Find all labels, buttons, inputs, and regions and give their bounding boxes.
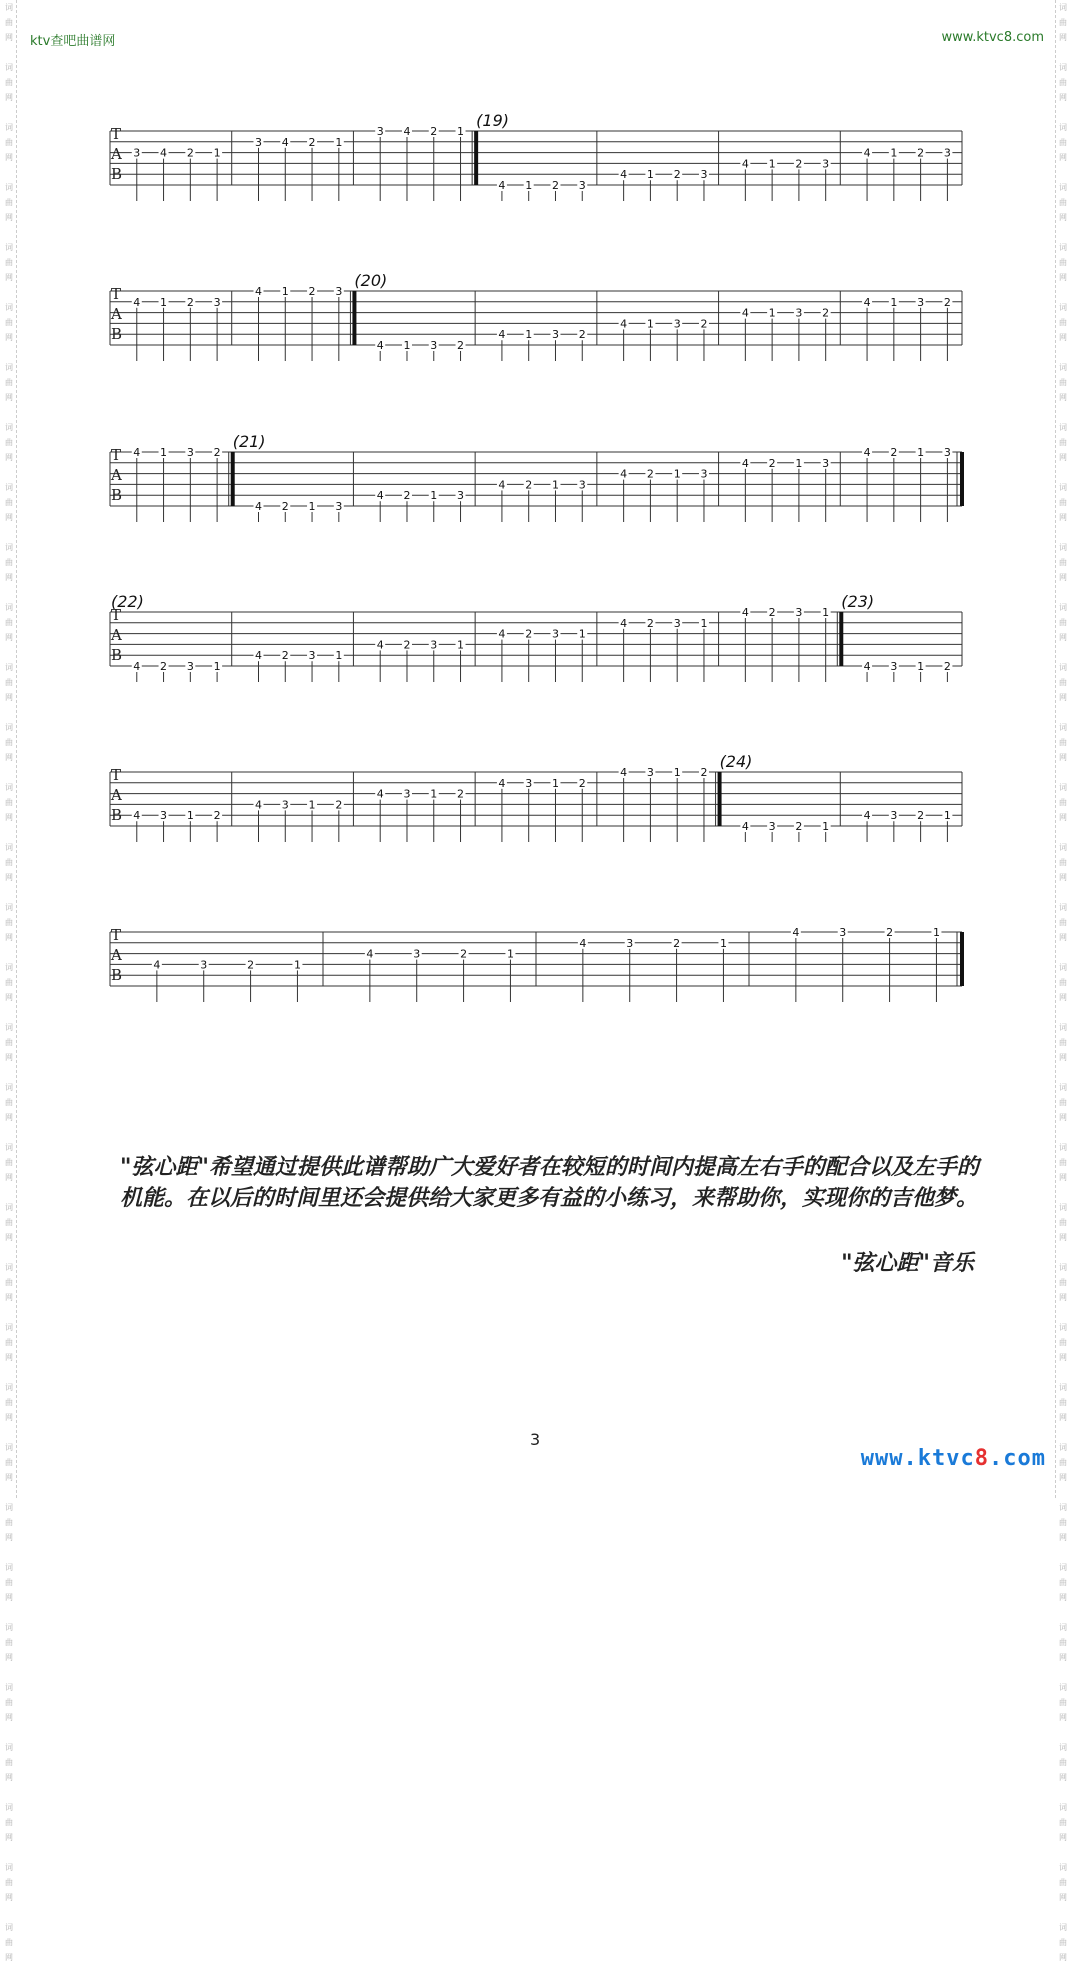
fret-number: 1 bbox=[335, 135, 343, 149]
fret-number: 3 bbox=[160, 809, 168, 823]
fret-number: 3 bbox=[133, 146, 141, 160]
fret-number: 4 bbox=[863, 809, 871, 823]
fret-number: 2 bbox=[886, 926, 894, 939]
fret-number: 1 bbox=[506, 947, 514, 961]
fret-number: 4 bbox=[281, 135, 289, 149]
fret-number: 3 bbox=[186, 446, 194, 459]
fret-number: 3 bbox=[551, 328, 559, 342]
fret-number: 3 bbox=[186, 660, 194, 673]
fret-number: 4 bbox=[376, 787, 384, 801]
fret-number: 3 bbox=[673, 616, 681, 630]
fret-number: 3 bbox=[700, 168, 708, 182]
fret-number: 3 bbox=[822, 157, 830, 171]
fret-number: 3 bbox=[403, 787, 411, 801]
fret-number: 2 bbox=[768, 606, 776, 619]
tab-clef-letter: B bbox=[111, 806, 123, 824]
fret-number: 2 bbox=[403, 489, 411, 503]
section-number: (20) bbox=[354, 271, 388, 290]
closing-note: "弦心距"希望通过提供此谱帮助广大爱好者在较短的时间内提高左右手的配合以及左手的机能。在以后的时间里还会提供给大家更多有益的小练习，来帮助你，实现你的吉他梦。 bbox=[120, 1154, 979, 1211]
fret-number: 2 bbox=[646, 616, 654, 630]
fret-number: 1 bbox=[293, 958, 301, 972]
fret-number: 4 bbox=[153, 958, 161, 972]
fret-number: 2 bbox=[890, 446, 898, 459]
fret-number: 1 bbox=[213, 146, 221, 160]
fret-number: 3 bbox=[335, 285, 343, 298]
fret-number: 3 bbox=[281, 798, 289, 812]
fret-number: 4 bbox=[254, 500, 262, 513]
site-name[interactable]: ktv查吧曲谱网 bbox=[30, 34, 116, 49]
fret-number: 1 bbox=[457, 638, 465, 652]
fret-number: 2 bbox=[943, 660, 951, 673]
fret-number: 3 bbox=[700, 467, 708, 481]
fret-number: 1 bbox=[160, 446, 168, 459]
fret-number: 4 bbox=[376, 339, 384, 352]
fret-number: 4 bbox=[863, 146, 871, 160]
fret-number: 1 bbox=[822, 606, 830, 619]
fret-number: 2 bbox=[457, 787, 465, 801]
fret-number: 3 bbox=[943, 146, 951, 160]
fret-number: 4 bbox=[254, 285, 262, 298]
fret-number: 2 bbox=[917, 146, 925, 160]
fret-number: 3 bbox=[795, 606, 803, 619]
tab-clef-letter: B bbox=[111, 966, 123, 984]
fret-number: 2 bbox=[308, 285, 316, 298]
fret-number: 3 bbox=[822, 456, 830, 470]
fret-number: 1 bbox=[525, 179, 533, 192]
fret-number: 2 bbox=[551, 179, 559, 192]
fret-number: 4 bbox=[620, 168, 628, 182]
fret-number: 4 bbox=[376, 638, 384, 652]
fret-number: 4 bbox=[863, 660, 871, 673]
fret-number: 1 bbox=[917, 660, 925, 673]
fret-number: 1 bbox=[430, 489, 438, 503]
fret-number: 1 bbox=[646, 168, 654, 182]
fret-number: 2 bbox=[795, 157, 803, 171]
tab-clef-letter: T bbox=[111, 766, 122, 784]
tab-clef-letter: T bbox=[111, 446, 122, 464]
tab-clef-letter: A bbox=[111, 466, 122, 484]
fret-number: 3 bbox=[890, 660, 898, 673]
tab-clef-letter: A bbox=[111, 946, 122, 964]
fret-number: 1 bbox=[700, 616, 708, 630]
fret-number: 1 bbox=[186, 809, 194, 823]
fret-number: 4 bbox=[579, 936, 587, 950]
fret-number: 1 bbox=[308, 798, 316, 812]
fret-number: 4 bbox=[741, 157, 749, 171]
footer-logo-accent: 8 bbox=[974, 1446, 990, 1471]
fret-number: 1 bbox=[890, 295, 898, 309]
fret-number: 3 bbox=[213, 295, 221, 309]
tab-clef-letter: B bbox=[111, 646, 123, 664]
section-number: (23) bbox=[841, 592, 875, 611]
fret-number: 1 bbox=[213, 660, 221, 673]
fret-number: 2 bbox=[186, 146, 194, 160]
fret-number: 1 bbox=[551, 478, 559, 492]
fret-number: 2 bbox=[213, 446, 221, 459]
fret-number: 2 bbox=[525, 627, 533, 641]
fret-number: 2 bbox=[525, 478, 533, 492]
tab-clef-letter: A bbox=[111, 786, 122, 804]
fret-number: 2 bbox=[943, 295, 951, 309]
tab-clef-letter: T bbox=[111, 125, 122, 143]
footer-logo[interactable] bbox=[861, 1446, 1046, 1471]
fret-number: 4 bbox=[160, 146, 168, 160]
fret-number: 3 bbox=[890, 809, 898, 823]
fret-number: 4 bbox=[620, 467, 628, 481]
fret-number: 1 bbox=[646, 317, 654, 331]
fret-number: 2 bbox=[186, 295, 194, 309]
fret-number: 4 bbox=[133, 660, 141, 673]
fret-number: 4 bbox=[498, 179, 506, 192]
fret-number: 4 bbox=[133, 809, 141, 823]
fret-number: 3 bbox=[430, 638, 438, 652]
fret-number: 3 bbox=[308, 649, 316, 663]
fret-number: 1 bbox=[551, 776, 559, 790]
tab-clef-letter: T bbox=[111, 606, 122, 624]
watermark-left: 词 曲 网 词 曲 网 词 曲 网 词 曲 网 词 曲 网 词 曲 网 词 曲 网 词 曲 网 词 曲 网 词 曲 网 词 曲 网 词 曲 网 词 曲 网 词 曲 网 词 曲 网 词 曲 网 词 曲 网 词 曲 网 词 曲 网 词 曲 网 词 曲 网 词 曲 网 词 曲 网 词 曲 网 词 曲 网 词 曲 网 词 曲 网 词 曲 网 词 曲 网 词 曲 网 词 曲 网 词 曲 网 词 曲 网 bbox=[2, 0, 17, 1498]
fret-number: 1 bbox=[335, 649, 343, 663]
fret-number: 4 bbox=[863, 295, 871, 309]
fret-number: 3 bbox=[646, 766, 654, 779]
fret-number: 4 bbox=[403, 125, 411, 138]
tab-clef-letter: A bbox=[111, 305, 122, 323]
fret-number: 3 bbox=[551, 627, 559, 641]
section-number: (24) bbox=[719, 752, 753, 771]
fret-number: 1 bbox=[160, 295, 168, 309]
fret-number: 1 bbox=[430, 787, 438, 801]
fret-number: 3 bbox=[200, 958, 208, 972]
footer-logo-main: www.ktvc bbox=[860, 1446, 975, 1471]
fret-number: 2 bbox=[430, 125, 438, 138]
fret-number: 1 bbox=[281, 285, 289, 298]
fret-number: 3 bbox=[525, 776, 533, 790]
fret-number: 2 bbox=[700, 766, 708, 779]
fret-number: 1 bbox=[768, 157, 776, 171]
fret-number: 3 bbox=[376, 125, 384, 138]
signature: "弦心距"音乐 bbox=[841, 1250, 974, 1276]
fret-number: 2 bbox=[460, 947, 468, 961]
fret-number: 1 bbox=[673, 766, 681, 779]
fret-number: 4 bbox=[133, 295, 141, 309]
fret-number: 3 bbox=[578, 478, 586, 492]
fret-number: 3 bbox=[795, 306, 803, 320]
fret-number: 3 bbox=[839, 926, 847, 939]
fret-number: 3 bbox=[768, 820, 776, 833]
fret-number: 1 bbox=[932, 926, 940, 939]
tab-clef-letter: T bbox=[111, 926, 122, 944]
fret-number: 1 bbox=[673, 467, 681, 481]
tab-clef-letter: B bbox=[111, 325, 123, 343]
fret-number: 1 bbox=[768, 306, 776, 320]
fret-number: 4 bbox=[376, 489, 384, 503]
fret-number: 1 bbox=[457, 125, 465, 138]
fret-number: 2 bbox=[578, 328, 586, 342]
fret-number: 1 bbox=[890, 146, 898, 160]
fret-number: 2 bbox=[247, 958, 255, 972]
fret-number: 4 bbox=[133, 446, 141, 459]
fret-number: 4 bbox=[792, 926, 800, 939]
fret-number: 4 bbox=[863, 446, 871, 459]
fret-number: 3 bbox=[430, 339, 438, 352]
fret-number: 3 bbox=[254, 135, 262, 149]
fret-number: 2 bbox=[457, 339, 465, 352]
fret-number: 2 bbox=[281, 649, 289, 663]
fret-number: 1 bbox=[795, 456, 803, 470]
tab-clef-letter: A bbox=[111, 626, 122, 644]
fret-number: 4 bbox=[498, 478, 506, 492]
fret-number: 4 bbox=[254, 649, 262, 663]
fret-number: 4 bbox=[498, 328, 506, 342]
fret-number: 3 bbox=[917, 295, 925, 309]
section-number: (21) bbox=[232, 432, 266, 451]
fret-number: 4 bbox=[741, 606, 749, 619]
fret-number: 4 bbox=[254, 798, 262, 812]
fret-number: 1 bbox=[525, 328, 533, 342]
fret-number: 2 bbox=[160, 660, 168, 673]
section-number: (19) bbox=[476, 111, 509, 130]
fret-number: 4 bbox=[741, 306, 749, 320]
fret-number: 3 bbox=[943, 446, 951, 459]
watermark-right: 词 曲 网 词 曲 网 词 曲 网 词 曲 网 词 曲 网 词 曲 网 词 曲 网 词 曲 网 词 曲 网 词 曲 网 词 曲 网 词 曲 网 词 曲 网 词 曲 网 词 曲 网 词 曲 网 词 曲 网 词 曲 网 词 曲 网 词 曲 网 词 曲 网 词 曲 网 词 曲 网 词 曲 网 词 曲 网 词 曲 网 词 曲 网 词 曲 网 词 曲 网 词 曲 网 词 曲 网 词 曲 网 词 曲 网 bbox=[1055, 0, 1070, 1498]
fret-number: 2 bbox=[213, 809, 221, 823]
fret-number: 2 bbox=[403, 638, 411, 652]
fret-number: 2 bbox=[281, 500, 289, 513]
fret-number: 2 bbox=[646, 467, 654, 481]
fret-number: 3 bbox=[413, 947, 421, 961]
fret-number: 1 bbox=[917, 446, 925, 459]
fret-number: 3 bbox=[335, 500, 343, 513]
fret-number: 1 bbox=[822, 820, 830, 833]
fret-number: 2 bbox=[822, 306, 830, 320]
fret-number: 2 bbox=[673, 168, 681, 182]
fret-number: 3 bbox=[626, 936, 634, 950]
footer-logo-end: .com bbox=[989, 1446, 1046, 1471]
fret-number: 4 bbox=[620, 766, 628, 779]
fret-number: 3 bbox=[578, 179, 586, 192]
fret-number: 2 bbox=[578, 776, 586, 790]
fret-number: 4 bbox=[741, 820, 749, 833]
fret-number: 4 bbox=[498, 627, 506, 641]
fret-number: 1 bbox=[308, 500, 316, 513]
tab-clef-letter: B bbox=[111, 165, 123, 183]
fret-number: 4 bbox=[366, 947, 374, 961]
fret-number: 2 bbox=[335, 798, 343, 812]
fret-number: 1 bbox=[578, 627, 586, 641]
fret-number: 2 bbox=[795, 820, 803, 833]
fret-number: 2 bbox=[700, 317, 708, 331]
fret-number: 4 bbox=[620, 317, 628, 331]
fret-number: 1 bbox=[403, 339, 411, 352]
section-number: (22) bbox=[111, 592, 144, 611]
fret-number: 4 bbox=[620, 616, 628, 630]
fret-number: 1 bbox=[719, 936, 727, 950]
fret-number: 3 bbox=[673, 317, 681, 331]
fret-number: 2 bbox=[673, 936, 681, 950]
fret-number: 4 bbox=[741, 456, 749, 470]
page-number: 3 bbox=[530, 1430, 541, 1449]
tab-clef-letter: B bbox=[111, 486, 123, 504]
tab-clef-letter: T bbox=[111, 285, 122, 303]
fret-number: 1 bbox=[943, 809, 951, 823]
tab-clef-letter: A bbox=[111, 145, 122, 163]
fret-number: 2 bbox=[917, 809, 925, 823]
fret-number: 4 bbox=[498, 776, 506, 790]
site-url[interactable]: www.ktvc8.com bbox=[941, 30, 1044, 45]
fret-number: 3 bbox=[457, 489, 465, 503]
fret-number: 2 bbox=[768, 456, 776, 470]
fret-number: 2 bbox=[308, 135, 316, 149]
